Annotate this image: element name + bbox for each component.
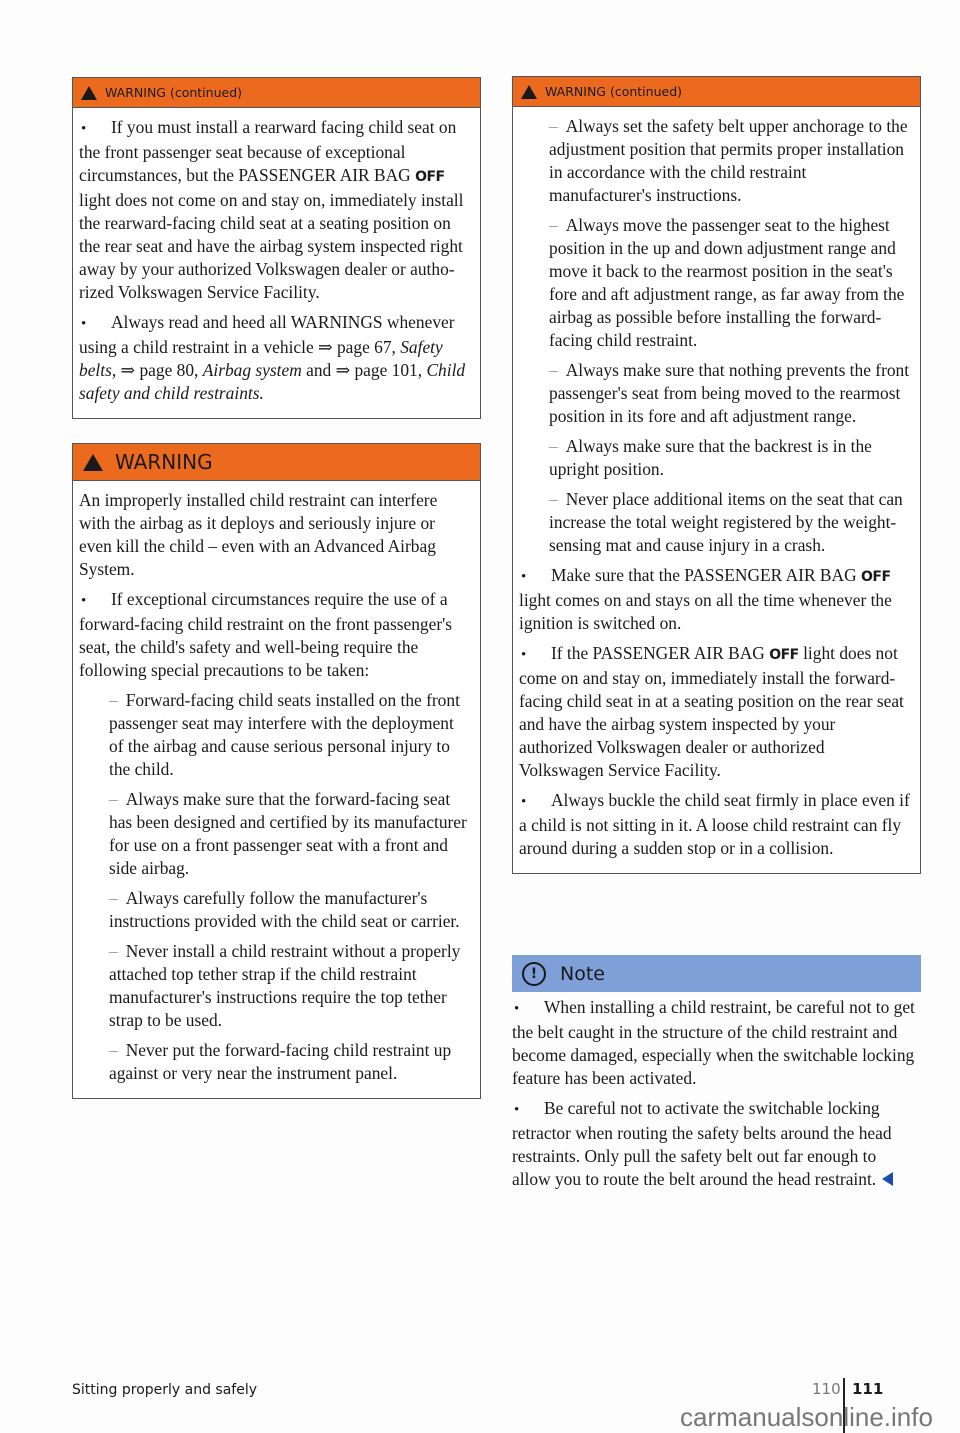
bullet-paragraph: • Always buckle the child seat firmly in place even if a child is not sitting in it. A loose child restraint can fly around during a sudden stop or in a collision. (519, 789, 912, 860)
warning-triangle-icon (521, 85, 537, 99)
page-number-left: 110 (812, 1380, 841, 1398)
exclamation-circle-icon: ! (522, 962, 546, 986)
warning-box (72, 443, 481, 1099)
note-header (512, 955, 921, 992)
bullet-paragraph: • Make sure that the PASSENGER AIR BAG OFF light comes on and stays on all the time whenever the ignition is switched on. (519, 564, 912, 635)
note-body (512, 996, 917, 1198)
warning-continued-box-left (72, 77, 481, 419)
bullet-paragraph: • If you must install a rearward facing child seat on the front passenger seat because of exceptional circumstances, but the PASSENGER AIR BAG OFF light does not come on and stay on, immediately install the rearward-facing child seat at a seating position on the rear seat and have the airbag system inspected right away by your authorized Volkswagen dealer or authorized Volkswagen Service Facility. (79, 116, 472, 304)
bullet-paragraph: • If the PASSENGER AIR BAG OFF light does not come on and stay on, immediately install the forward-facing child seat in at a seating position on the rear seat and have the airbag system inspected by your authorized Volkswagen dealer or authorized Volkswagen Service Facility. (519, 642, 912, 782)
dash-item: – Forward-facing child seats installed on the front passenger seat may interfere with the deployment of the airbag and cause serious personal injury to the child. (79, 689, 472, 781)
section-footer: Sitting properly and safely (72, 1382, 258, 1398)
end-of-section-icon (882, 1172, 893, 1186)
warning-title: WARNING (continued) (545, 84, 682, 99)
dash-item: – Never install a child restraint without a properly attached top tether strap if the child restraint manufacturer's instructions require the top tether strap to be used. (79, 940, 472, 1032)
off-indicator: OFF (769, 647, 799, 663)
watermark: carmanualsonline.info (680, 1402, 933, 1432)
warning-triangle-icon (81, 86, 97, 100)
dash-item: – Always make sure that the backrest is in the upright position. (519, 435, 912, 481)
cross-reference: Child safety and child restraints. (79, 360, 466, 403)
page-number-right: 111 (852, 1380, 884, 1398)
dash-item: – Never put the forward-facing child restraint up against or very near the instrument panel. (79, 1039, 472, 1085)
note-title: Note (560, 962, 605, 985)
dash-item: – Always make sure that the forward-facing seat has been designed and certified by its manufacturer for use on a front passenger seat with a front and side airbag. (79, 788, 472, 880)
intro-paragraph: An improperly installed child restraint can interfere with the airbag as it deploys and seriously injure or even kill the child – even with an Advanced Airbag System. (79, 490, 438, 579)
warning-title: WARNING (115, 450, 213, 474)
dash-item: – Always make sure that nothing prevents the front passenger's seat from being moved to the rearmost position in its fore and aft adjustment range. (519, 359, 912, 428)
warning-continued-box-right (512, 76, 921, 874)
bullet-paragraph: • Be careful not to activate the switchable locking retractor when routing the safety belts around the head restraints. Only pull the safety belt out far enough to allow you to route the belt around the head restraint. (512, 1097, 917, 1191)
off-indicator: OFF (415, 169, 445, 185)
cross-reference: Airbag system (202, 360, 302, 380)
dash-item: – Always set the safety belt upper anchorage to the adjustment position that permits proper installation in accordance with the child restraint manufacturer's instructions. (519, 115, 912, 207)
bullet-paragraph: • If exceptional circumstances require the use of a forward-facing child restraint on the front passenger's seat, the child's safety and well-being require the following special precautions to be taken: (79, 588, 472, 682)
cross-reference: Safety belts, (79, 337, 443, 380)
off-indicator: OFF (860, 569, 891, 585)
warning-title: WARNING (continued) (105, 85, 242, 100)
warning-header (73, 444, 480, 481)
dash-item: – Never place additional items on the seat that can increase the total weight registered by the weight-sensing mat and cause injury in a crash. (519, 488, 912, 557)
warning-triangle-icon (83, 454, 103, 471)
warning-header (513, 77, 920, 107)
warning-header (73, 78, 480, 108)
bullet-paragraph: • When installing a child restraint, be careful not to get the belt caught in the structure of the child restraint and become damaged, especially when the switchable locking feature has been activated. (512, 996, 917, 1090)
dash-item: – Always carefully follow the manufacturer's instructions provided with the child seat or carrier. (79, 887, 472, 933)
bullet-paragraph: • Always read and heed all WARNINGS whenever using a child restraint in a vehicle ⇒ page 67, Safety belts, ⇒ page 80, Airbag system and ⇒ page 101, Child safety and child restraints. (79, 311, 472, 405)
dash-item: – Always move the passenger seat to the highest position in the up and down adjustment range and move it back to the rearmost position in the seat's fore and aft adjustment range, as far away from the airbag as possible before installing the forward-facing child restraint. (519, 214, 912, 352)
